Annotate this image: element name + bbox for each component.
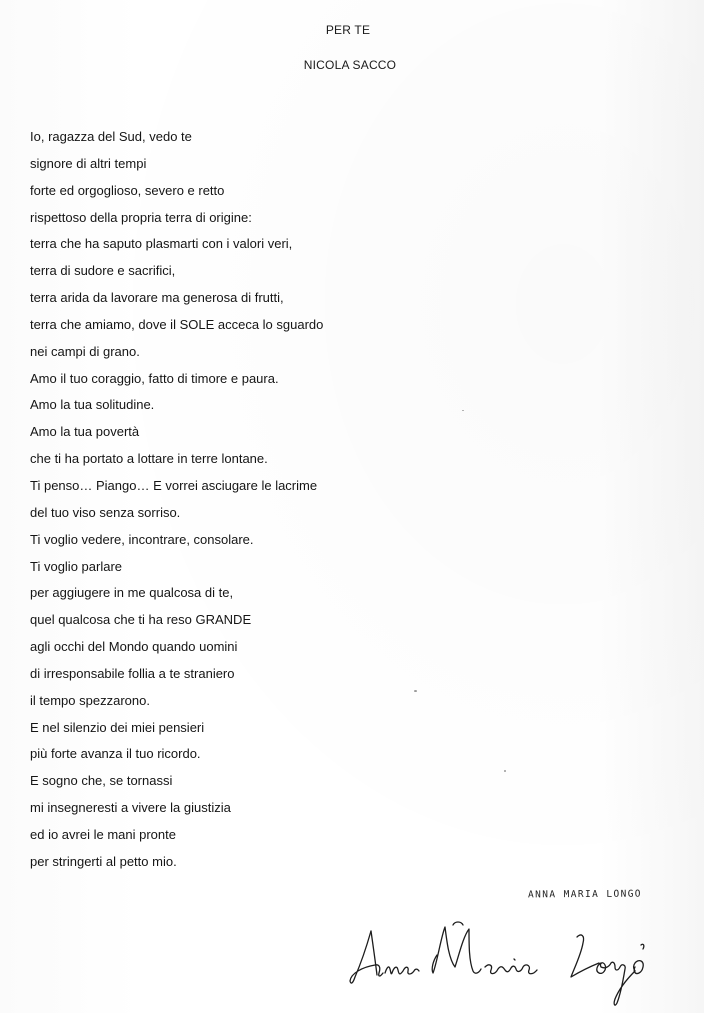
poem-line: per stringerti al petto mio. — [30, 853, 177, 869]
poem-line: del tuo viso senza sorriso. — [30, 504, 181, 520]
poem-line: Ti voglio vedere, incontrare, consolare. — [30, 531, 254, 547]
paper-speck — [504, 770, 506, 772]
poem-line: rispettoso della propria terra di origine: — [30, 209, 252, 225]
poem-line: di irresponsabile follia a te straniero — [30, 665, 235, 681]
poem-line: signore di altri tempi — [30, 155, 147, 171]
poem-line: forte ed orgoglioso, severo e retto — [30, 182, 225, 198]
poem-line: terra che amiamo, dove il SOLE acceca lo sguardo — [30, 316, 324, 332]
poem-line: più forte avanza il tuo ricordo. — [30, 746, 201, 762]
paper-speck — [414, 690, 417, 692]
author-name-handwritten: ANNA MARIA LONGO — [527, 888, 642, 901]
poem-line: E nel silenzio dei miei pensieri — [30, 719, 205, 735]
poem-line: E sogno che, se tornassi — [30, 773, 173, 789]
poem-line: Amo il tuo coraggio, fatto di timore e paura. — [30, 370, 279, 386]
poem-line: Io, ragazza del Sud, vedo te — [30, 129, 192, 144]
poem-line: terra arida da lavorare ma generosa di frutti, — [30, 290, 284, 306]
poem-body — [30, 124, 323, 876]
poem-line: Amo la tua solitudine. — [30, 397, 155, 413]
poem-line: il tempo spezzarono. — [30, 692, 150, 708]
poem-line: Ti penso… Piango… E vorrei asciugare le lacrime — [30, 477, 318, 493]
poem-line: mi insegneresti a vivere la giustizia — [30, 800, 231, 816]
poem-line: agli occhi del Mondo quando uomini — [30, 639, 238, 655]
poem-line: per aggiugere in me qualcosa di te, — [30, 585, 234, 601]
poem-line: Amo la tua povertà — [30, 424, 140, 440]
poem-line: quel qualcosa che ti ha reso GRANDE — [30, 612, 252, 628]
poem-line: Ti voglio parlare — [30, 558, 123, 574]
poem-line: che ti ha portato a lottare in terre lontane. — [30, 451, 268, 467]
paper-speck — [462, 410, 464, 411]
poem-line: terra di sudore e sacrifici, — [30, 263, 176, 279]
poem-title: PER TE — [325, 23, 371, 37]
poem-line: ed io avrei le mani pronte — [30, 826, 176, 842]
author-signature — [345, 915, 665, 1010]
poem-line: nei campi di grano. — [30, 343, 140, 359]
poem-line: terra che ha saputo plasmarti con i valori veri, — [30, 236, 293, 252]
poem-subtitle: NICOLA SACCO — [303, 58, 397, 72]
